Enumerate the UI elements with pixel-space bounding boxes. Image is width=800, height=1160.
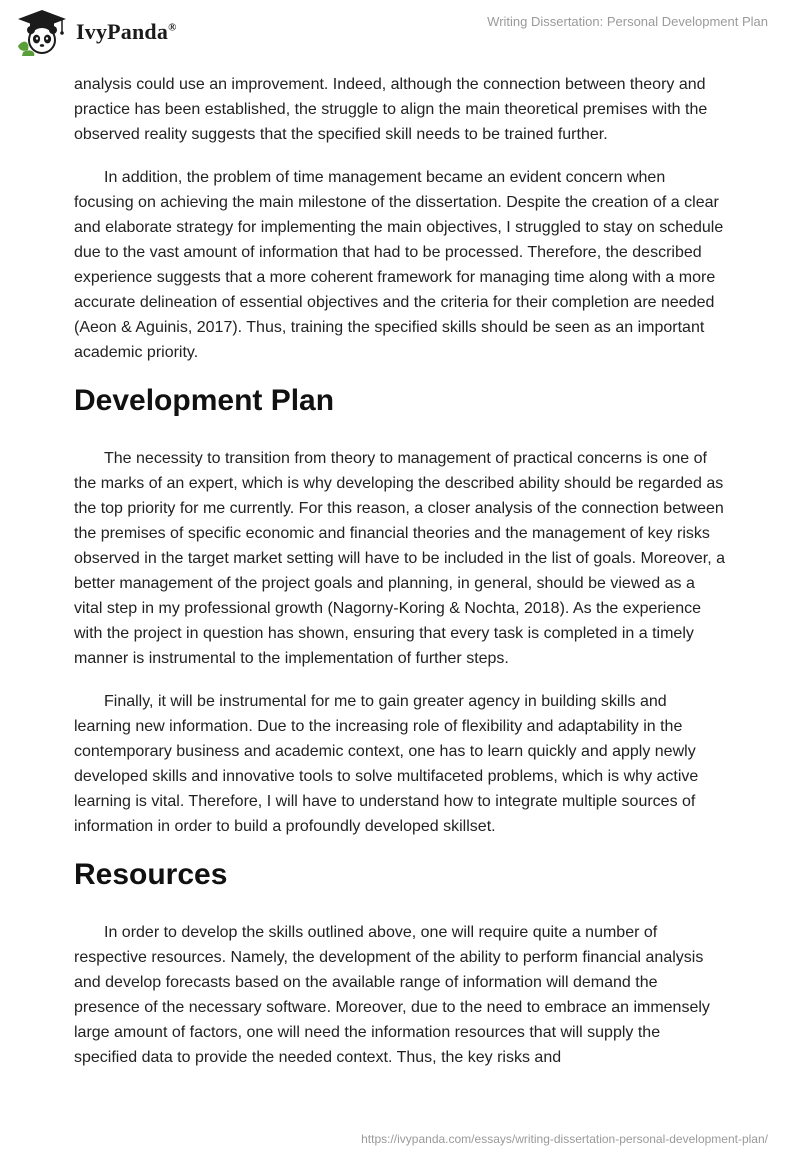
page-header bbox=[0, 0, 800, 70]
heading-resources: Resources bbox=[74, 858, 228, 891]
essay-body bbox=[74, 72, 726, 1088]
paragraph-resources: In order to develop the skills outlined above, one will require quite a number of respective resources. Namely, the development of the ability to perform financial analysis and develop forecasts based on the available range of information will demand the presence of the necessary software. Moreover, due to the need to embrace an immensely large amount of factors, one will need the information resources that will supply the specified data to provide the needed context. Thus, the key risks and bbox=[74, 924, 710, 1066]
brand-name: IvyPanda® bbox=[76, 19, 177, 44]
source-url[interactable]: https://ivypanda.com/essays/writing-dissertation-personal-development-plan/ bbox=[361, 1132, 768, 1146]
paragraph-analysis: analysis could use an improvement. Indeed, although the connection between theory and practice has been established, the struggle to align the main theoretical premises with the observed reality suggests that the specified skill needs to be trained further. bbox=[74, 76, 708, 143]
paragraph-transition: The necessity to transition from theory to management of practical concerns is one of the marks of an expert, which is why developing the described ability should be regarded as the top priority for me currently. For this reason, a closer analysis of the connection between the premises of specific economic and financial theories and the management of key risks observed in the target market setting will have to be included in the list of goals. Moreover, a better management of the project goals and planning, in general, should be viewed as a vital step in my professional growth (Nagorny-Koring & Nochta, 2018). As the experience with the project in question has shown, ensuring that every task is completed in a timely manner is instrumental to the implementation of further steps. bbox=[74, 450, 726, 667]
document-title: Writing Dissertation: Personal Development Plan bbox=[487, 14, 768, 29]
paragraph-time-management: In addition, the problem of time management became an evident concern when focusing on achieving the main milestone of the dissertation. Despite the creation of a clear and elaborate strategy for implementing the main objectives, I struggled to stay on schedule due to the vast amount of information that had to be processed. Therefore, the described experience suggests that a more coherent framework for managing time along with a more accurate delineation of essential objectives and the criteria for their completion are needed (Aeon & Aguinis, 2017). Thus, training the specified skills should be seen as an important academic priority. bbox=[74, 169, 724, 361]
heading-development-plan: Development Plan bbox=[74, 384, 335, 417]
paragraph-agency: Finally, it will be instrumental for me to gain greater agency in building skills and learning new information. Due to the increasing role of flexibility and adaptability in the contemporary business and academic context, one has to learn quickly and apply newly developed skills and innovative tools to solve multifaceted problems, which is why active learning is vital. Therefore, I will have to understand how to integrate multiple sources of information in order to build a profoundly developed skillset. bbox=[74, 693, 699, 835]
ivypanda-logo[interactable] bbox=[14, 8, 177, 56]
panda-graduate-icon bbox=[14, 8, 70, 56]
